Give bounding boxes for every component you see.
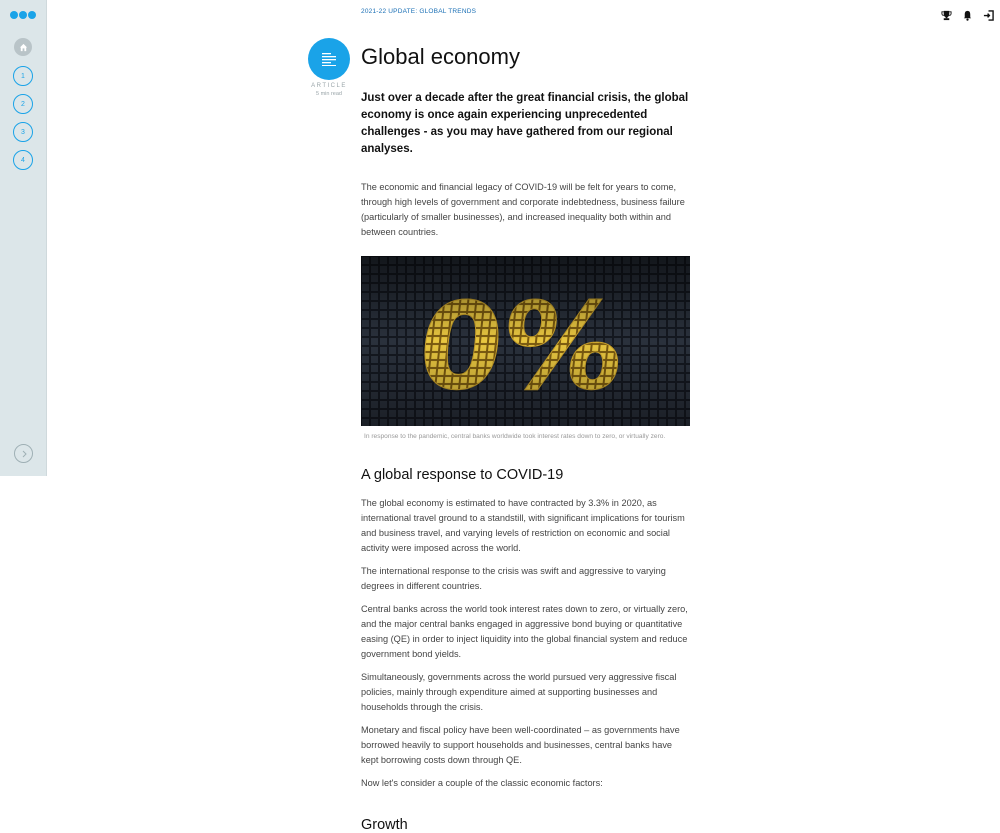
article-paragraph: Monetary and fiscal policy have been well-coordinated – as governments have borrowed heavily to support households and businesses, central banks have kept borrowing costs down through QE. — [361, 724, 680, 765]
step-3-button[interactable]: 3 — [13, 122, 33, 142]
article-icon — [321, 52, 337, 66]
chevron-right-icon — [20, 450, 28, 458]
logout-icon[interactable] — [983, 8, 994, 19]
bell-icon[interactable] — [962, 8, 973, 19]
trophy-icon[interactable] — [941, 8, 952, 19]
step-2-button[interactable]: 2 — [13, 94, 33, 114]
page-title: Global economy — [361, 44, 520, 69]
hero-image — [361, 256, 690, 426]
article-type-label: ARTICLE — [311, 83, 347, 89]
article-lede: Just over a decade after the great financial crisis, the global economy is once again experiencing unprecedented challenges - as you may have gathered from our regional analyses. — [361, 92, 689, 155]
step-4-button[interactable]: 4 — [13, 150, 33, 170]
top-toolbar — [941, 8, 994, 19]
article-paragraph: Simultaneously, governments across the world pursued very aggressive fiscal policies, mainly through expenditure aimed at supporting businesses and households through the crisis. — [361, 671, 677, 712]
article-paragraph: Central banks across the world took interest rates down to zero, or virtually zero, and the major central banks engaged in aggressive bond buying or quantitative easing (QE) in order to inject liquidity into the global financial system and reduce government bond yields. — [361, 603, 688, 659]
section-heading: Growth — [361, 816, 408, 833]
article-content — [361, 42, 691, 833]
read-time: 5 min read — [316, 91, 342, 97]
home-button[interactable] — [14, 38, 32, 56]
next-button[interactable] — [14, 444, 33, 463]
article-intro: The economic and financial legacy of COVID-19 will be felt for years to come, through high levels of government and corporate indebtedness, business failure (particularly of smaller businesses), and increased inequality both within and between countries. — [361, 182, 685, 237]
home-icon — [19, 43, 28, 52]
section-heading: A global response to COVID-19 — [361, 466, 564, 483]
step-1-button[interactable]: 1 — [13, 66, 33, 86]
article-paragraph: Now let's consider a couple of the classic economic factors: — [361, 777, 603, 788]
image-caption: In response to the pandemic, central banks worldwide took interest rates down to zero, or virtually zero. — [364, 433, 666, 440]
breadcrumb[interactable]: 2021-22 UPDATE: GLOBAL TRENDS — [361, 8, 477, 15]
article-paragraph: The global economy is estimated to have contracted by 3.3% in 2020, as international travel ground to a standstill, with significant implications for tourism and business travel, and varying levels of restriction on economic and social activity were imposed across the world. — [361, 497, 685, 553]
sidebar-nav — [0, 0, 47, 476]
article-paragraph: The international response to the crisis was swift and aggressive to varying degrees in different countries. — [361, 565, 666, 591]
article-type-badge — [308, 38, 350, 80]
app-logo[interactable] — [10, 11, 36, 21]
